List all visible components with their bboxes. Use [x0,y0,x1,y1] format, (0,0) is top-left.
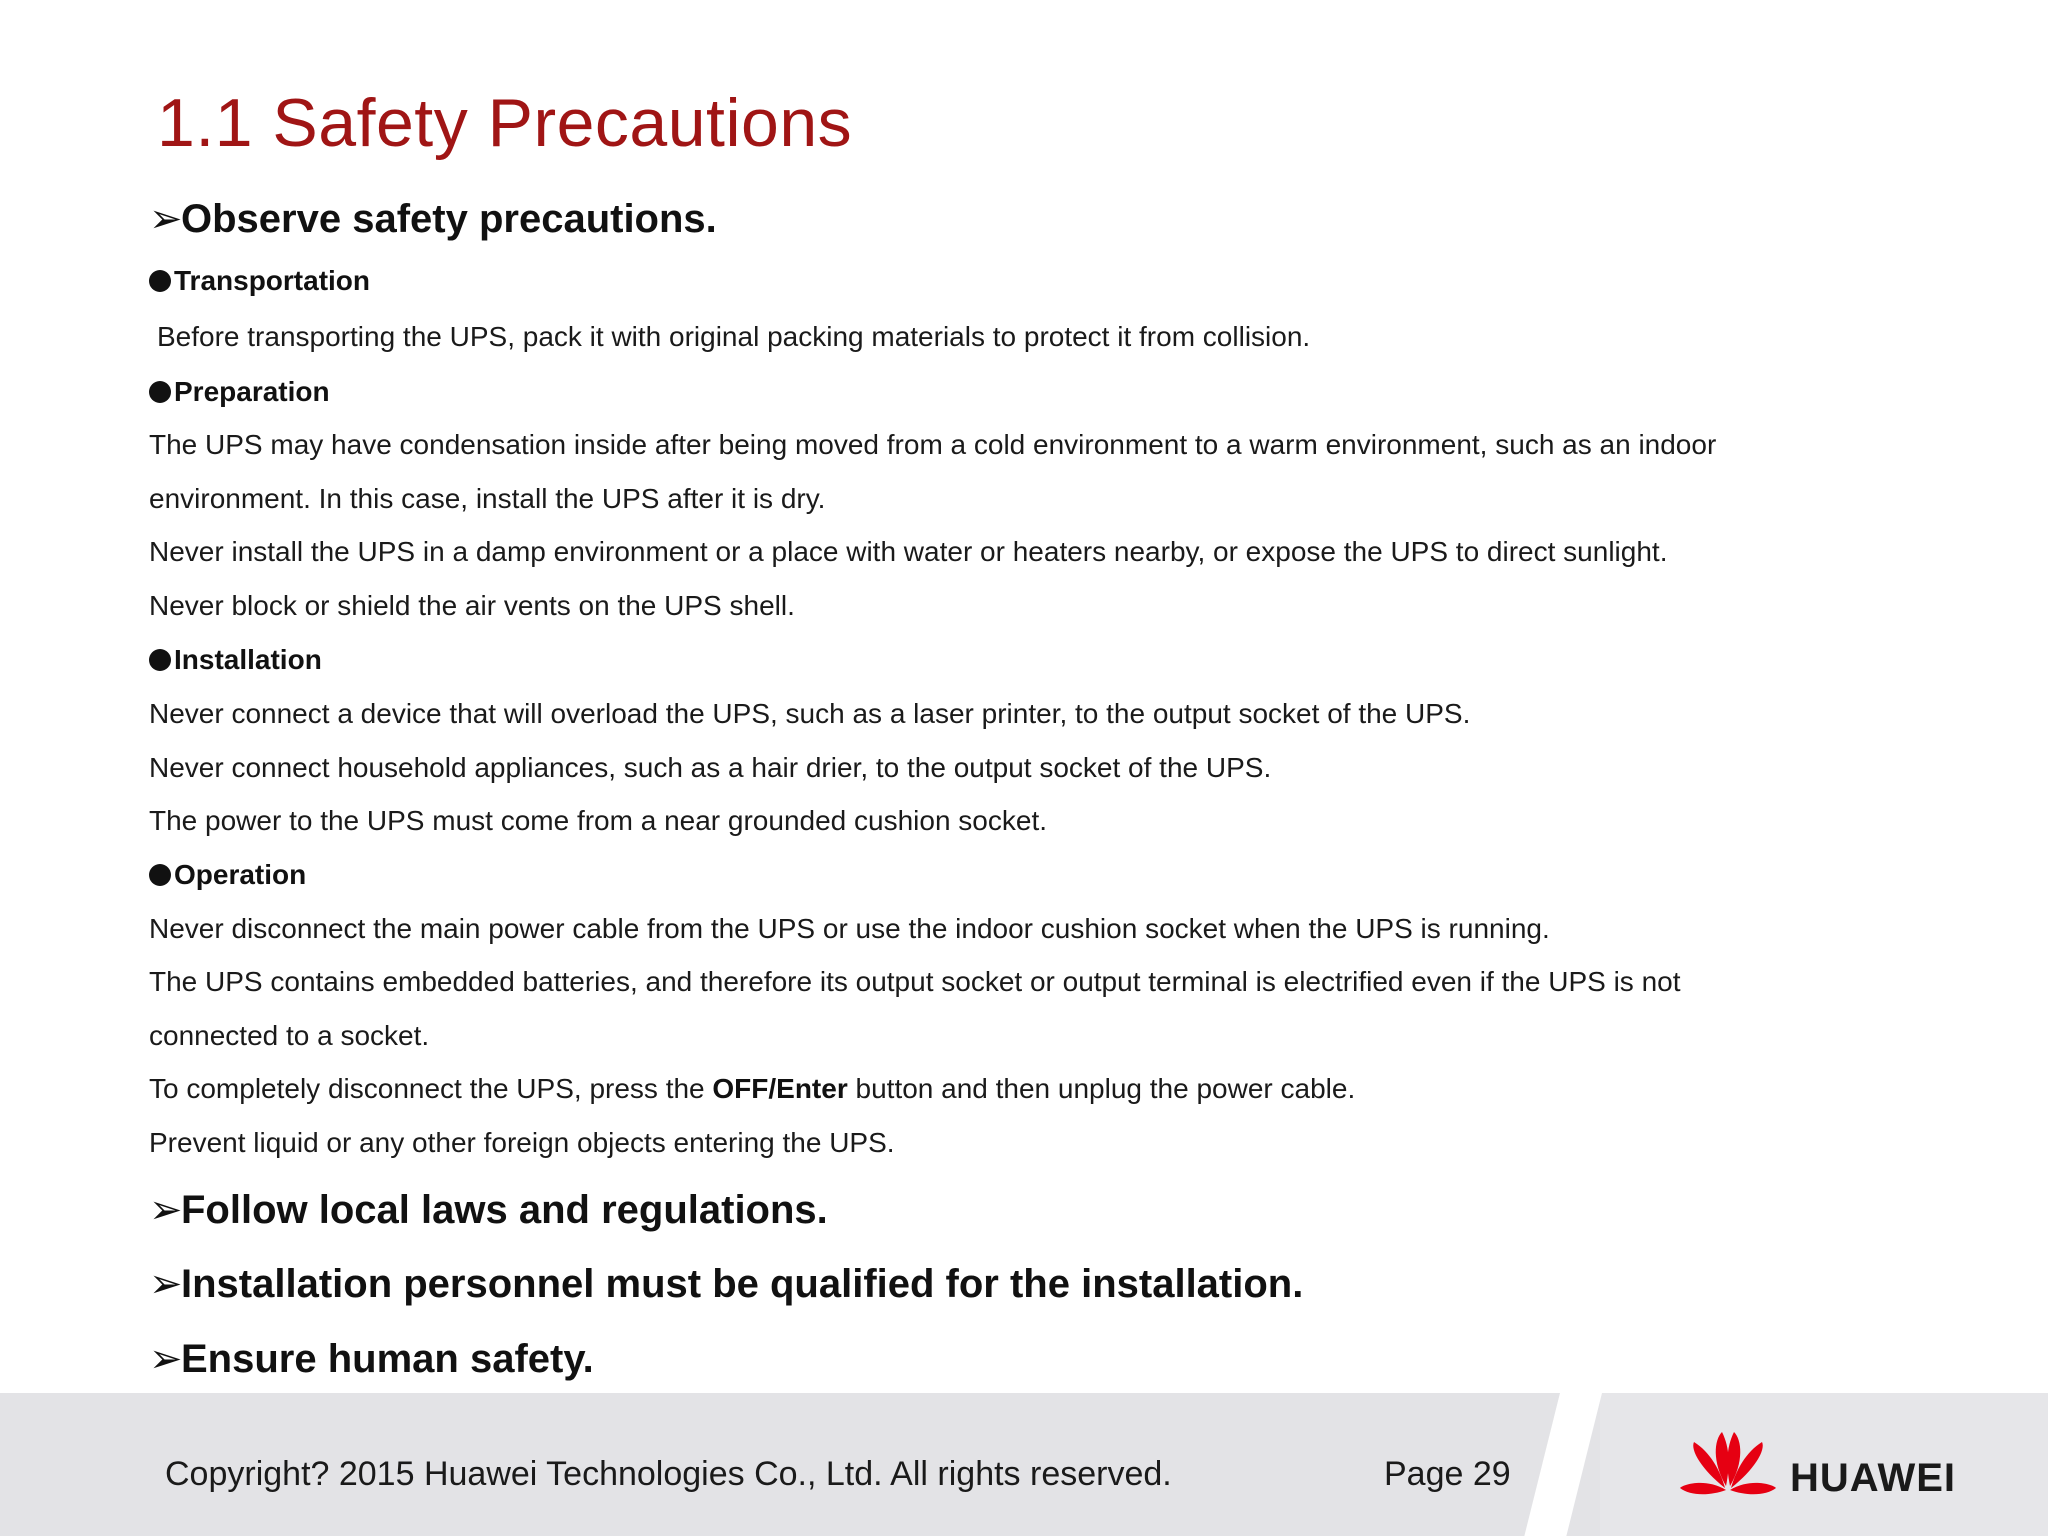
heading-follow [149,1187,828,1233]
preparation-line-4: Never block or shield the air vents on the UPS shell. [149,590,795,621]
arrow-bullet-icon: ➢ [149,1188,183,1232]
dot-bullet-icon [149,270,171,292]
heading-observe-text: Observe safety precautions. [181,197,717,241]
page-number: Page 29 [1384,1455,1511,1493]
subheading-preparation [149,376,330,408]
heading-follow-text: Follow local laws and regulations. [181,1188,828,1232]
operation-line-3: connected to a socket. [149,1020,430,1051]
offenter-before: To completely disconnect the UPS, press the [149,1073,713,1104]
transportation-line-1: Before transporting the UPS, pack it with original packing materials to protect it from collision. [157,321,1311,352]
installation-line-2: Never connect household appliances, such as a hair drier, to the output socket of the UPS. [149,752,1272,783]
installation-line-3: The power to the UPS must come from a near grounded cushion socket. [149,805,1048,836]
huawei-petals-icon [1680,1432,1776,1494]
dot-bullet-icon [149,864,171,886]
subheading-installation-text: Installation [174,644,322,675]
huawei-logo-text: HUAWEI [1790,1456,1956,1500]
operation-line-1: Never disconnect the main power cable from the UPS or use the indoor cushion socket when the UPS is running. [149,913,1550,944]
copyright-text: Copyright? 2015 Huawei Technologies Co., Ltd. All rights reserved. [165,1455,1172,1493]
operation-line-offenter [149,1073,1355,1105]
dot-bullet-icon [149,381,171,403]
offenter-button-label: OFF/Enter [712,1073,848,1104]
operation-line-last: Prevent liquid or any other foreign objects entering the UPS. [149,1127,895,1158]
subheading-transportation-text: Transportation [174,265,371,296]
dot-bullet-icon [149,649,171,671]
installation-line-1: Never connect a device that will overload the UPS, such as a laser printer, to the output socket of the UPS. [149,698,1471,729]
arrow-bullet-icon: ➢ [149,1262,183,1306]
arrow-bullet-icon: ➢ [149,197,183,241]
arrow-bullet-icon: ➢ [149,1337,183,1381]
subheading-preparation-text: Preparation [174,376,330,407]
heading-observe [149,196,717,242]
slide-title: 1.1 Safety Precautions [157,85,853,161]
subheading-operation [149,859,306,891]
heading-qualified [149,1261,1303,1307]
preparation-line-2: environment. In this case, install the UPS after it is dry. [149,483,826,514]
preparation-line-3: Never install the UPS in a damp environment or a place with water or heaters nearby, or expose the UPS to direct sunlight. [149,536,1668,567]
heading-human [149,1336,594,1382]
preparation-line-1: The UPS may have condensation inside after being moved from a cold environment to a warm environment, such as an indoor [149,429,1717,460]
subheading-operation-text: Operation [174,859,307,890]
subheading-installation [149,644,322,676]
offenter-after: button and then unplug the power cable. [847,1073,1356,1104]
heading-human-text: Ensure human safety. [181,1337,594,1381]
subheading-transportation [149,265,370,297]
operation-line-2: The UPS contains embedded batteries, and therefore its output socket or output terminal is electrified even if the UPS is not [149,966,1681,997]
heading-qualified-text: Installation personnel must be qualified for the installation. [181,1262,1304,1306]
